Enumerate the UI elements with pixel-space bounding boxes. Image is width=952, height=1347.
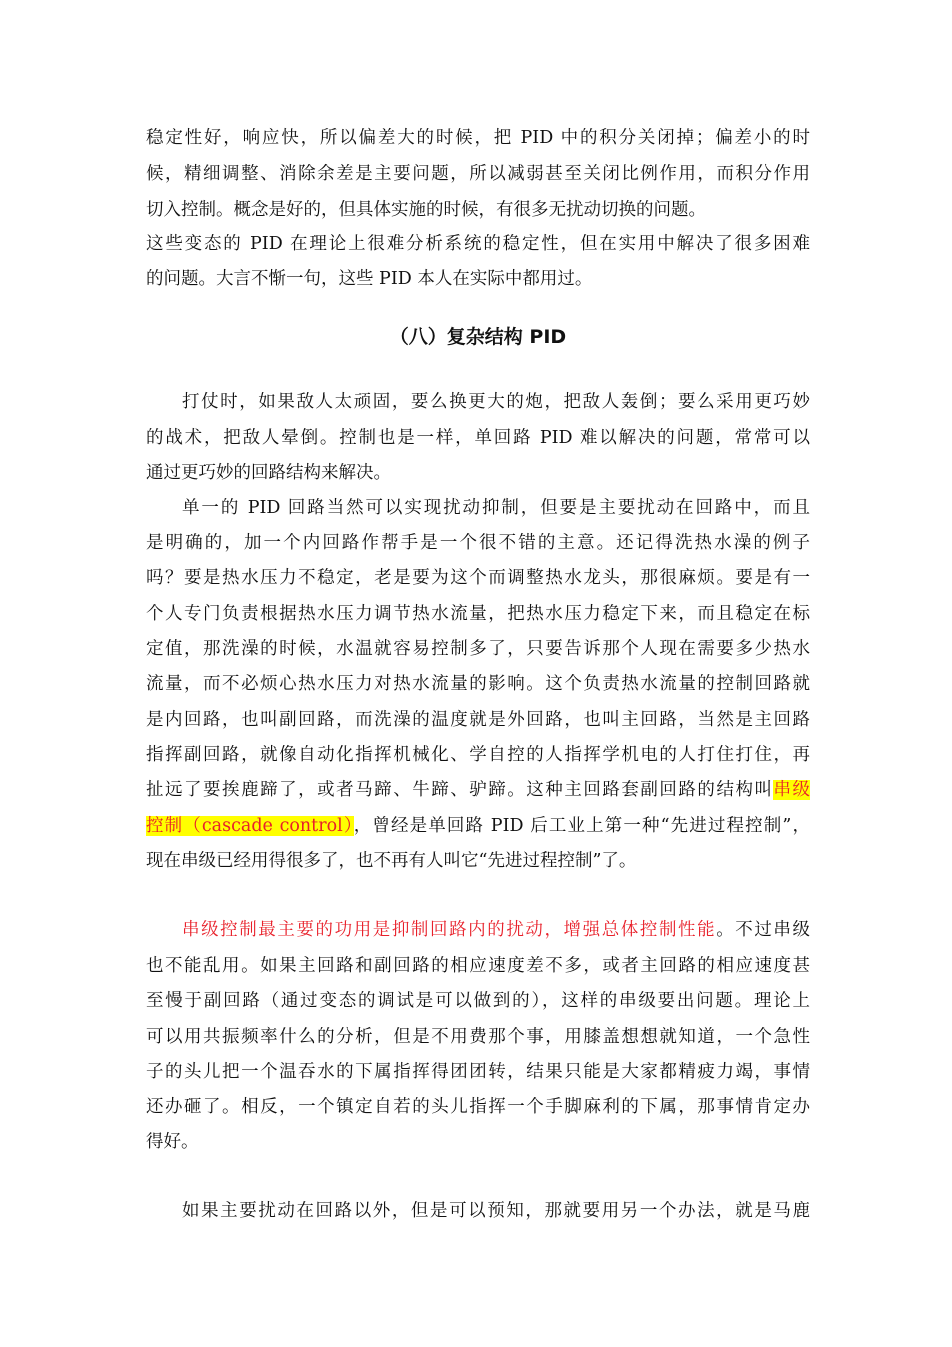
highlighted-term: 控制（cascade control） (146, 816, 354, 836)
text-line (182, 912, 810, 948)
text-line (146, 808, 810, 844)
text-line: 的问题。大言不惭一句，这些 PID 本人在实际中都用过。 (146, 269, 593, 289)
text-line: 是内回路，也叫副回路，而洗澡的温度就是外回路，也叫主回路，当然是主回路 (146, 710, 810, 730)
text-line: 个人专门负责根据热水压力调节热水流量，把热水压力稳定下来，而且稳定在标 (146, 604, 810, 624)
text-line: 的战术，把敌人晕倒。控制也是一样，单回路 PID 难以解决的问题，常常可以 (146, 428, 810, 448)
text-run: 。不过串级 (716, 920, 810, 940)
text-line (146, 772, 810, 808)
text-line: 定值，那洗澡的时候，水温就容易控制多了，只要告诉那个人现在需要多少热水 (146, 639, 810, 659)
text-line: 是明确的，加一个内回路作帮手是一个很不错的主意。还记得洗热水澡的例子 (146, 533, 810, 553)
text-line: 切入控制。概念是好的，但具体实施的时候，有很多无扰动切换的问题。 (146, 200, 706, 220)
text-line: 可以用共振频率什么的分析，但是不用费那个事，用膝盖想想就知道，一个急性 (146, 1027, 810, 1047)
text-line: 稳定性好，响应快，所以偏差大的时候，把 PID 中的积分关闭掉；偏差小的时 (146, 128, 810, 148)
text-line: 单一的 PID 回路当然可以实现扰动抑制，但要是主要扰动在回路中，而且 (182, 498, 810, 518)
text-line: 还办砸了。相反，一个镇定自若的头儿指挥一个手脚麻利的下属，那事情肯定办 (146, 1097, 810, 1117)
text-line: 也不能乱用。如果主回路和副回路的相应速度差不多，或者主回路的相应速度甚 (146, 956, 810, 976)
text-line: 如果主要扰动在回路以外，但是可以预知，那就要用另一个办法，就是马鹿 (182, 1201, 810, 1221)
text-run: 扯远了要挨鹿蹄了，或者马蹄、牛蹄、驴蹄。这种主回路套副回路的结构叫 (146, 780, 774, 800)
text-line: 指挥副回路，就像自动化指挥机械化、学自控的人指挥学机电的人打住打住，再 (146, 745, 810, 765)
text-line: 吗？要是热水压力不稳定，老是要为这个而调整热水龙头，那很麻烦。要是有一 (146, 568, 810, 588)
highlighted-term: 串级 (773, 780, 810, 800)
text-line: 现在串级已经用得很多了，也不再有人叫它“先进过程控制”了。 (146, 851, 637, 871)
text-line: 候，精细调整、消除余差是主要问题，所以减弱甚至关闭比例作用，而积分作用 (146, 164, 810, 184)
text-line: 打仗时，如果敌人太顽固，要么换更大的炮，把敌人轰倒；要么采用更巧妙 (182, 392, 810, 412)
text-line: 至慢于副回路（通过变态的调试是可以做到的），这样的串级要出问题。理论上 (146, 991, 810, 1011)
text-line: 这些变态的 PID 在理论上很难分析系统的稳定性，但在实用中解决了很多困难 (146, 234, 810, 254)
text-line: 流量，而不必烦心热水压力对热水流量的影响。这个负责热水流量的控制回路就 (146, 674, 810, 694)
text-line: 通过更巧妙的回路结构来解决。 (146, 463, 391, 483)
text-line: 子的头儿把一个温吞水的下属指挥得团团转，结果只能是大家都精疲力竭，事情 (146, 1062, 810, 1082)
text-run: ，曾经是单回路 PID 后工业上第一种“先进过程控制”， (353, 816, 810, 836)
emphasized-sentence: 串级控制最主要的功用是抑制回路内的扰动，增强总体控制性能 (182, 920, 717, 940)
text-line: 得好。 (146, 1132, 199, 1152)
section-heading: （八）复杂结构 PID (389, 326, 567, 348)
